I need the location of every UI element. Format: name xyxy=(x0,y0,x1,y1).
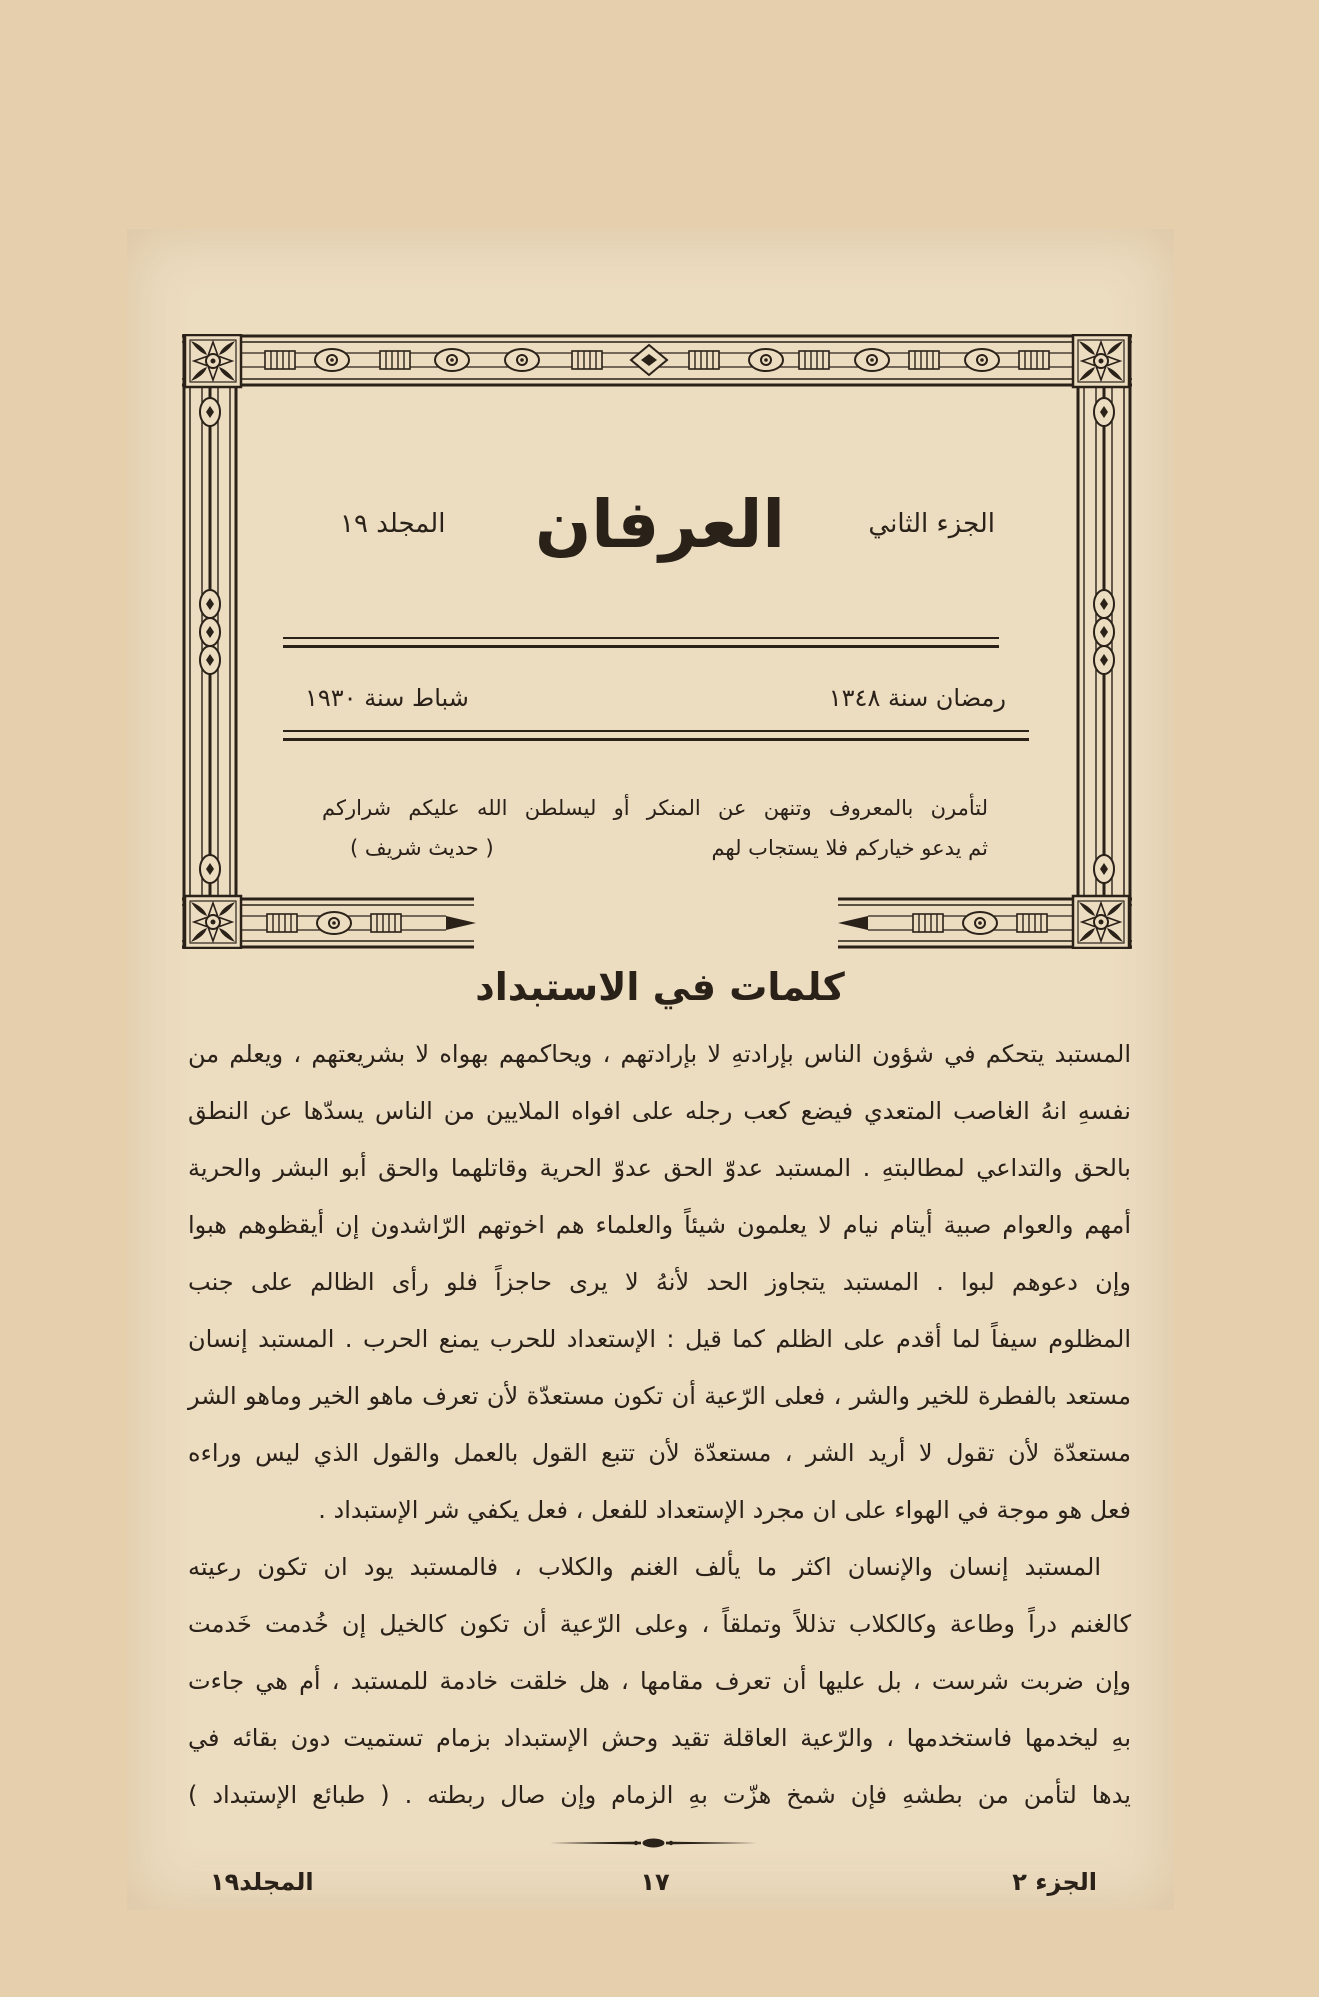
footer-volume: المجلد١٩ xyxy=(210,1868,314,1896)
body-line-text: مستعد بالفطرة للخير والشر ، فعلى الرّعية أن تكون مستعدّة لأن تعرف ماهو الخير وماهو الشر xyxy=(188,1382,1131,1410)
corner-ornament-bottom-right xyxy=(1073,896,1129,948)
volume-number: المجلد ١٩ xyxy=(340,509,446,539)
body-line-text: بالحق والتداعي لمطالبتهِ . المستبد عدوّ الحق عدوّ الحرية وقاتلهما والحق أبو البشر والحرية xyxy=(188,1154,1131,1182)
epigraph-line: ثم يدعو خياركم فلا يستجاب لهم xyxy=(711,836,988,860)
band-ornament xyxy=(265,351,295,369)
band-ornament xyxy=(965,349,999,371)
band-ornament xyxy=(799,351,829,369)
article-body xyxy=(188,1026,1131,1824)
paragraph xyxy=(188,1026,1131,1539)
double-rule-bottom xyxy=(283,730,1029,741)
frame-top-band-ornaments xyxy=(265,345,1049,375)
body-line xyxy=(188,1767,1131,1824)
side-ornament xyxy=(200,855,220,883)
side-ornament xyxy=(200,618,220,646)
corner-ornament-top-right xyxy=(1073,335,1129,387)
body-line xyxy=(188,1026,1131,1083)
article-title: كلمات في الاستبداد xyxy=(475,965,845,1009)
body-line-text: نفسهِ انهُ الغاصب المتعدي فيضع كعب رجله على افواه الملايين من الناس يسدّها عن النطق xyxy=(188,1097,1131,1125)
body-line-text: مستعدّة لأن تقول لا أريد الشر ، مستعدّة لأن تتبع القول بالعمل والقول الذي ليس وراءه xyxy=(188,1439,1131,1467)
end-ornament xyxy=(546,1835,761,1851)
body-line xyxy=(188,1197,1131,1254)
body-line-text: أمهم والعوام صبية أيتام نيام لا يعلمون شيئاً والعلماء هم اخوتهم الرّاشدون إن أيقظوهم هبوا xyxy=(188,1211,1131,1239)
body-line xyxy=(188,1653,1131,1710)
frame-left-band xyxy=(200,385,236,899)
band-ornament xyxy=(909,351,939,369)
page-number: ١٧ xyxy=(640,1868,670,1896)
band-ornament xyxy=(371,914,401,932)
body-line xyxy=(188,1140,1131,1197)
band-ornament xyxy=(572,351,602,369)
body-line xyxy=(188,1710,1131,1767)
body-line-text: وإن دعوهم لبوا . المستبد يتجاوز الحد لأنهُ لا يرى حاجزاً فلو رأى الظالم على جنب xyxy=(188,1268,1131,1296)
corner-ornament-top-left xyxy=(185,335,241,387)
body-line-text: يدها لتأمن من بطشهِ فإن شمخ هزّت بهِ الزمام وإن صال ربطته . ( طبائع الإستبداد ) xyxy=(188,1781,1131,1809)
band-ornament xyxy=(505,349,539,371)
magazine-title: العرفان xyxy=(534,486,786,563)
body-line xyxy=(188,1254,1131,1311)
band-ornament xyxy=(380,351,410,369)
band-ornament xyxy=(317,912,351,934)
footer-part: الجزء ٢ xyxy=(1012,1868,1097,1896)
body-line-text: كالغنم دراً وطاعة وكالكلاب تذللاً وتملقاً ، وعلى الرّعية أن تكون كالخيل إن خُدمت خَدمت xyxy=(188,1610,1131,1638)
band-ornament xyxy=(963,912,997,934)
body-line xyxy=(188,1425,1131,1482)
band-ornament xyxy=(855,349,889,371)
side-ornament xyxy=(1094,618,1114,646)
side-ornament xyxy=(1094,398,1114,426)
band-ornament xyxy=(1019,351,1049,369)
body-line xyxy=(188,1311,1131,1368)
corner-ornament-bottom-left xyxy=(185,896,241,948)
body-line-text: المستبد يتحكم في شؤون الناس بإرادتهِ لا بإرادتهم ، ويحاكمهم بهواه لا بشريعتهم ، ويعلم من xyxy=(188,1040,1131,1068)
gregorian-date: شباط سنة ١٩٣٠ xyxy=(305,684,469,712)
hijri-date: رمضان سنة ١٣٤٨ xyxy=(828,684,1006,712)
epigraph-source: ( حديث شريف ) xyxy=(350,836,494,860)
side-ornament xyxy=(1094,590,1114,618)
body-line-text: بهِ ليخدمها فاستخدمها ، والرّعية العاقلة تقيد وحش الإستبداد بزمام تستميت دون بقائه في xyxy=(188,1724,1131,1752)
double-rule-top xyxy=(283,637,999,648)
band-ornament xyxy=(689,351,719,369)
side-ornament xyxy=(200,646,220,674)
band-ornament xyxy=(267,914,297,932)
body-line xyxy=(188,1368,1131,1425)
body-line-text: فعل هو موجة في الهواء على ان مجرد الإستعداد للفعل ، فعل يكفي شر الإستبداد . xyxy=(318,1496,1131,1524)
frame-right-band xyxy=(1078,385,1114,899)
side-ornament xyxy=(200,590,220,618)
paragraph xyxy=(188,1539,1131,1824)
issue-part: الجزء الثاني xyxy=(868,509,995,539)
body-line-text: المستبد إنسان والإنسان اكثر ما يألف الغنم والكلاب ، فالمستبد يود ان تكون رعيته xyxy=(188,1553,1101,1581)
side-ornament xyxy=(200,398,220,426)
band-ornament xyxy=(315,349,349,371)
band-ornament xyxy=(435,349,469,371)
band-ornament xyxy=(1017,914,1047,932)
epigraph-line xyxy=(322,788,988,828)
body-line xyxy=(188,1539,1131,1596)
side-ornament xyxy=(1094,855,1114,883)
side-ornament xyxy=(1094,646,1114,674)
body-line xyxy=(188,1083,1131,1140)
body-line-text: وإن ضربت شرست ، بل عليها أن تعرف مقامها ، هل خلقت خادمة للمستبد ، أم هي جاءت xyxy=(188,1667,1131,1695)
band-ornament xyxy=(749,349,783,371)
body-line xyxy=(188,1596,1131,1653)
band-ornament xyxy=(913,914,943,932)
body-line xyxy=(188,1482,1131,1539)
band-ornament xyxy=(631,345,667,375)
epigraph-line-text: لتأمرن بالمعروف وتنهن عن المنكر أو ليسلطن الله عليكم شراركم xyxy=(322,796,988,820)
body-line-text: المظلوم سيفاً لما أقدم على الظلم كما قيل : الإستعداد للحرب يمنع الحرب . المستبد إنسان xyxy=(188,1325,1131,1353)
